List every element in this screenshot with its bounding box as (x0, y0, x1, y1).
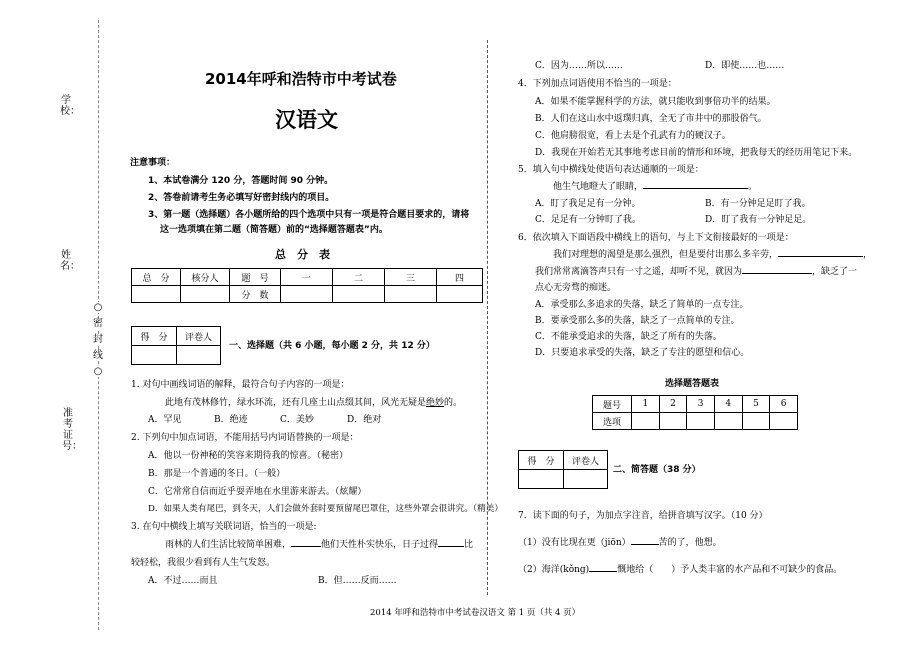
q5-option-b[interactable]: B．有一分钟足足盯了我。 (705, 199, 811, 209)
q2-option-a[interactable]: A．他以一份神秘的笑容来期待我的惊喜。（秘密） (148, 451, 349, 461)
exam-number-label: 准考证号： (62, 408, 82, 452)
answer-table-no-4: 4 (714, 396, 742, 413)
answer-input-1[interactable] (632, 413, 660, 430)
q3-line2: 较轻松，我很少看到有人生气发怒。 (131, 558, 276, 568)
q6-option-b[interactable]: B．要承受那么多的失落，缺乏了一点简单的专注。 (535, 316, 740, 326)
answer-table-option-label: 选项 (593, 413, 632, 430)
q2-option-d[interactable]: D．如果人类有尾巴，到冬天，人们会做外套时要预留尾巴罩住，这些外罩会很讲究。（精美） (148, 504, 503, 514)
score-table-title: 总 分 表 (275, 248, 330, 261)
answer-table-no-label: 题号 (593, 396, 632, 413)
q3-stem: 3. 在句中横线上填写关联词语，恰当的一项是: (131, 522, 317, 532)
q7-s1-a: （1）没有比现在更（jiōn） (518, 538, 631, 548)
seal-char-xian: 线 (93, 350, 103, 361)
q2-option-c[interactable]: C．它常常自信而近乎耍弄地在水里游来游去。（炫耀） (148, 487, 367, 497)
answer-input-4[interactable] (714, 413, 742, 430)
section1-heading: 一、选择题（共 6 小题，每小题 2 分，共 12 分） (229, 341, 435, 351)
answer-table-title: 选择题答题表 (665, 379, 720, 389)
q7-s1-b: 苦的了，他想。 (658, 538, 722, 548)
q6-option-a[interactable]: A．承受那么多追求的失落，缺乏了简单的一点专注。 (535, 300, 749, 310)
q3-blank-2[interactable] (438, 546, 464, 547)
q7-s2-a: （2）海洋(kǒng) (518, 565, 590, 575)
grader-box-1 (131, 326, 221, 365)
q1-option-c[interactable]: C．美妙 (280, 415, 314, 425)
grader-box2-grader-label: 评卷人 (564, 451, 608, 470)
score-input-three[interactable] (385, 286, 437, 303)
q4-option-d[interactable]: D．我现在开始若无其事地考虑目前的情形和环境，把我每天的经历用笔记下来。 (535, 148, 858, 158)
q5-option-c[interactable]: C．足足有一分钟盯了我。 (535, 215, 641, 225)
answer-table-no-6: 6 (770, 396, 798, 413)
seal-circle-bottom: ○ (93, 366, 103, 377)
exam-title: 2014年呼和浩特市中考试卷 (205, 70, 397, 88)
score-cell-total: 总 分 (132, 269, 181, 286)
grader-box2-score-input[interactable] (519, 470, 564, 489)
subject-title: 汉语文 (275, 108, 338, 132)
grader-box-2 (518, 450, 608, 489)
q1-option-b[interactable]: B．绝迹 (214, 415, 248, 425)
score-input-one[interactable] (281, 286, 333, 303)
name-label: 姓名： (60, 250, 80, 272)
answer-table-no-1: 1 (632, 396, 660, 413)
q6-para-line2-a: 我们常常离滴答声只有一寸之遥，却听不见，就因为 (535, 267, 743, 277)
q6-para-line2 (535, 266, 857, 278)
score-cell-two: 二 (333, 269, 385, 286)
score-cell-four: 四 (437, 269, 483, 286)
q5-sentence (553, 181, 757, 193)
q6-para-line1-b: ， (863, 250, 873, 260)
score-input-total[interactable] (132, 286, 181, 303)
q2-stem: 2. 下列句中加点词语，不能用括号内词语替换的一项是： (131, 433, 359, 443)
q3-blank-1[interactable] (291, 546, 321, 547)
q7-sentence-2 (518, 564, 842, 576)
q6-stem: 6．依次填入下面语段中横线上的语句，与上下文衔接最好的一项是： (518, 233, 794, 243)
q5-stem: 5．填入句中横线处使语句表达通顺的一项是： (518, 165, 704, 175)
q3-option-d[interactable]: D．即使……也…… (705, 61, 785, 71)
score-input-four[interactable] (437, 286, 483, 303)
q3-line1-b: 他们天性朴实快乐，日子过得 (321, 540, 439, 550)
q3-line1-c: 比 (464, 540, 474, 550)
score-table (131, 268, 483, 303)
answer-input-3[interactable] (687, 413, 715, 430)
q6-para-line1 (553, 249, 872, 261)
q7-blank-2[interactable] (589, 571, 617, 572)
q7-sentence-1 (518, 537, 722, 549)
notice-item-3: 3、第一题（选择题）各小题所给的四个选项中只有一项是符合题目要求的，请将 (148, 210, 470, 220)
q3-line1 (165, 539, 473, 551)
answer-table (592, 395, 798, 430)
score-cell-checker: 核分人 (181, 269, 230, 286)
notice-item-2: 2、答卷前请考生务必填写好密封线内的项目。 (148, 193, 335, 203)
q4-option-a[interactable]: A．如果不能掌握科学的方法，就只能收到事倍功半的结果。 (535, 97, 776, 107)
answer-input-5[interactable] (742, 413, 770, 430)
q1-sentence-pre: 此地有茂林修竹，绿水环流，还有几座土山点缀其间，风光无疑是 (165, 398, 427, 408)
score-cell-question-no: 题 号 (230, 269, 281, 286)
seal-circle-top: ○ (93, 302, 103, 313)
score-input-two[interactable] (333, 286, 385, 303)
q7-s2-b: 慨地给（ ）予人类丰富的水产品和不可缺少的食品。 (617, 565, 843, 575)
q1-stem: 1. 对句中画线词语的解释，最符合句子内容的一项是： (131, 380, 350, 390)
answer-input-6[interactable] (770, 413, 798, 430)
score-cell-three: 三 (385, 269, 437, 286)
grader-box2-grader-input[interactable] (564, 470, 608, 489)
q3-option-c[interactable]: C．因为……所以…… (535, 61, 623, 71)
q6-option-c[interactable]: C．不能承受追求的失落，缺乏了所有的失落。 (535, 332, 722, 342)
answer-table-no-3: 3 (687, 396, 715, 413)
q1-option-d[interactable]: D．绝对 (347, 415, 382, 425)
q6-option-d[interactable]: D．只要追求承受的失落，缺乏了专注的愿望和信心。 (535, 348, 750, 358)
page-footer: 2014 年呼和浩特市中考试卷汉语文 第 1 页（共 4 页） (370, 608, 581, 618)
q6-blank-2[interactable] (742, 273, 812, 274)
score-cell-one: 一 (281, 269, 333, 286)
q6-para-line2-b: ，缺乏了一 (812, 267, 858, 277)
grader-box-score-input[interactable] (132, 346, 177, 365)
school-label: 学校： (60, 95, 80, 117)
q7-blank-1[interactable] (631, 544, 659, 545)
q5-blank[interactable] (643, 188, 748, 189)
q3-option-b[interactable]: B．但……反而…… (318, 576, 397, 586)
q3-option-a[interactable]: A．不过……而且 (148, 576, 218, 586)
q1-option-a[interactable]: A．罕见 (148, 415, 182, 425)
answer-table-no-5: 5 (742, 396, 770, 413)
q1-sentence-post: 的。 (444, 398, 463, 408)
q5-sentence-end: 。 (748, 182, 758, 192)
grader-box2-score-label: 得 分 (519, 451, 564, 470)
q7-stem: 7．读下面的句子，为加点字注音，给拼音填写汉字。（10 分） (518, 511, 768, 521)
q6-blank-1[interactable] (778, 256, 863, 257)
q6-para-line3: 点心无旁骛的痴迷。 (535, 283, 617, 293)
score-row-label: 分 数 (230, 286, 281, 303)
q5-sentence-text: 他生气地瞪大了眼睛， (553, 182, 644, 192)
q5-option-a[interactable]: A．盯了我足足有一分钟。 (535, 199, 641, 209)
notice-heading: 注意事项： (130, 158, 176, 168)
q2-option-b[interactable]: B．那是一个普通的冬日。（一般） (148, 469, 286, 479)
q5-option-d[interactable]: D．盯了我有一分钟足足。 (705, 215, 812, 225)
q4-option-c[interactable]: C．他肩膀很宽，看上去是个孔武有力的硬汉子。 (535, 131, 731, 141)
seal-char-mi: 密 (93, 318, 103, 329)
q3-line1-a: 雨林的人们生活比较简单困难， (165, 540, 292, 550)
answer-input-2[interactable] (659, 413, 687, 430)
q4-stem: 4．下列加点词语使用不恰当的一项是： (518, 79, 677, 89)
score-input-checker[interactable] (181, 286, 230, 303)
q4-option-b[interactable]: B．人们在这山水中返璞归真，全无了市井中的那股俗气。 (535, 114, 767, 124)
answer-table-no-2: 2 (659, 396, 687, 413)
q6-para-line1-a: 我们对理想的渴望是那么强烈，但是要付出那么多辛劳， (553, 250, 779, 260)
notice-item-4: 这一选项填在第二题（简答题）前的“选择题答题表”内。 (160, 225, 388, 235)
notice-item-1: 1、本试卷满分 120 分，答题时间 90 分钟。 (148, 176, 334, 186)
q1-underlined-word: 绝妙 (426, 398, 445, 408)
seal-char-feng: 封 (93, 334, 103, 345)
grader-box-grader-input[interactable] (177, 346, 221, 365)
q1-sentence (165, 397, 462, 409)
section2-heading: 二、简答题（38 分） (613, 465, 701, 475)
grader-box-score-label: 得 分 (132, 327, 177, 346)
grader-box-grader-label: 评卷人 (177, 327, 221, 346)
